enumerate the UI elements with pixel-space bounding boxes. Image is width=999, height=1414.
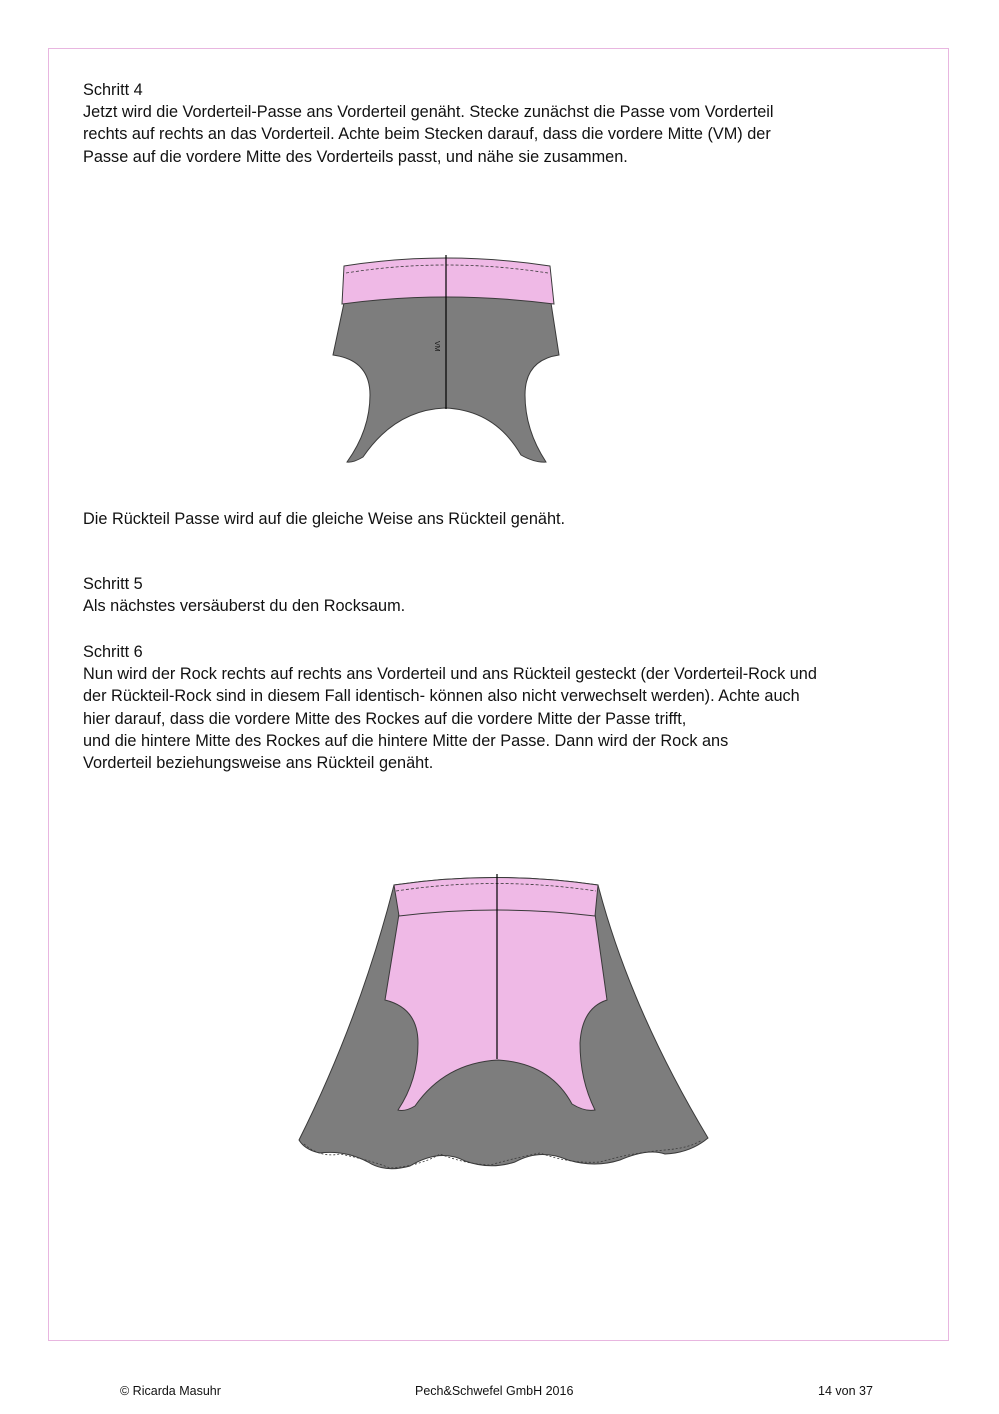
step6-section (83, 641, 933, 774)
step6-line-5: Vorderteil beziehungsweise ans Rückteil genäht. (83, 754, 434, 773)
step4-heading: Schritt 4 (83, 81, 143, 99)
footer-author: © Ricarda Masuhr (120, 1384, 221, 1398)
step5-section (83, 573, 933, 617)
step6-line-4: und die hintere Mitte des Rockes auf die hintere Mitte der Passe. Dann wird der Rock ans (83, 731, 729, 750)
step6-line-2: der Rückteil-Rock sind in diesem Fall identisch- können also nicht verwechselt werden). Achte auch (83, 687, 800, 706)
step6-heading: Schritt 6 (83, 643, 143, 661)
front-bodice-yoke-illustration (325, 245, 565, 470)
step4-section (83, 79, 933, 168)
footer-company: Pech&Schwefel GmbH 2016 (415, 1384, 574, 1398)
skirt-bodice-illustration (290, 868, 720, 1178)
step6-line-1: Nun wird der Rock rechts auf rechts ans Vorderteil und ans Rückteil gesteckt (der Vorderteil-Rock und (83, 665, 817, 684)
step6-line-3: hier darauf, dass die vordere Mitte des Rockes auf die vordere Mitte der Passe trifft, (83, 709, 687, 728)
back-yoke-note: Die Rückteil Passe wird auf die gleiche Weise ans Rückteil genäht. (83, 510, 566, 528)
vm-label: VM (433, 341, 440, 352)
step5-text: Als nächstes versäuberst du den Rocksaum. (83, 597, 406, 616)
step5-heading: Schritt 5 (83, 575, 143, 593)
footer-page-number: 14 von 37 (818, 1384, 873, 1398)
step4-line-2: rechts auf rechts an das Vorderteil. Achte beim Stecken darauf, dass die vordere Mitte (VM) der (83, 125, 771, 144)
step4-line-1: Jetzt wird die Vorderteil-Passe ans Vorderteil genäht. Stecke zunächst die Passe vom Vorderteil (83, 103, 774, 122)
step4-line-3: Passe auf die vordere Mitte des Vorderteils passt, und nähe sie zusammen. (83, 147, 628, 166)
